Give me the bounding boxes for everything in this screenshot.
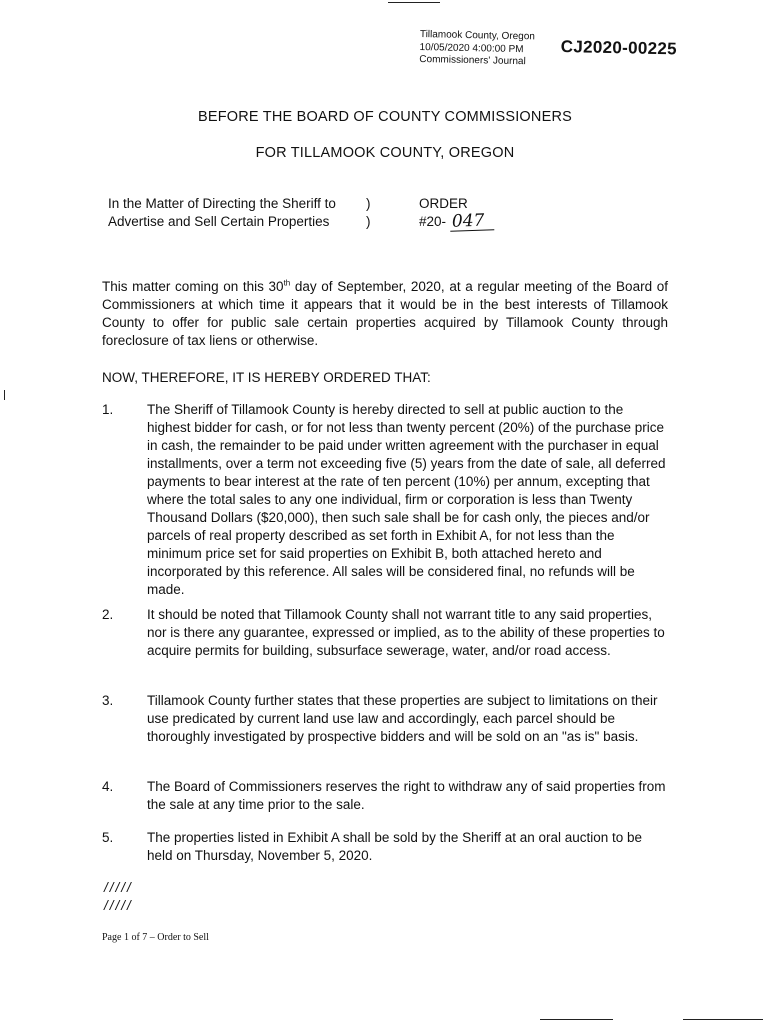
- intro-text-rest: day of September, 2020, at a regular meeting of the Board of Commissioners at which time it appears that it would be in the best interests of Tillamook County to offer for public sale certain properties acquired by Tillamook County through foreclosure of tax liens or otherwise.: [102, 279, 668, 348]
- order-item-3: [102, 692, 668, 746]
- item-number: 2.: [102, 607, 114, 622]
- recording-stamp: [419, 29, 535, 69]
- order-item-5: [102, 829, 668, 865]
- order-item-1: [102, 401, 668, 599]
- intro-ordinal-suffix: th: [283, 278, 291, 288]
- order-item-4: [102, 778, 668, 814]
- item-text: The properties listed in Exhibit A shall be sold by the Sheriff at an oral auction to be held on Thursday, November 5, 2020.: [147, 830, 643, 863]
- scan-artifact-line: [683, 1019, 763, 1020]
- document-number: CJ2020-00225: [560, 37, 678, 59]
- handwritten-order-number: 047: [450, 212, 495, 232]
- matter-caption: [108, 195, 378, 231]
- stamp-county: Tillamook County, Oregon: [419, 29, 536, 43]
- item-text: The Board of Commissioners reserves the right to withdraw any of said properties from the sale at any time prior to the sale.: [147, 779, 666, 812]
- order-label: ORDER: [419, 196, 468, 211]
- stamp-datetime: 10/05/2020 4:00:00 PM: [419, 41, 524, 55]
- caption-paren: ): [366, 214, 371, 229]
- item-number: 5.: [102, 830, 114, 845]
- page-footer: Page 1 of 7 – Order to Sell: [102, 932, 209, 943]
- item-text: The Sheriff of Tillamook County is hereby directed to sell at public auction to the highest bidder for cash, or for not less than twenty percent (20%) of the purchase price in cash, the remainder to be paid under written agreement with the purchaser in equal installments, over a term not exceeding five (5) years from the date of sale, all deferred payments to bear interest at the rate of ten percent (10%) per annum, excepting that where the total sales to any one individual, firm or corporation is less than Twenty Thousand Dollars ($20,000), then such sale shall be for cash only, the pieces and/or parcels of real property described as set forth in Exhibit A, for not less than the minimum price set for said properties on Exhibit B, both attached hereto and incorporated by this reference. All sales will be considered final, no refunds will be made.: [147, 402, 666, 597]
- scan-artifact-mark: [4, 390, 5, 400]
- order-prefix: #20-: [419, 214, 447, 229]
- order-item-2: [102, 606, 668, 660]
- matter-line-1: In the Matter of Directing the Sheriff to: [108, 196, 336, 211]
- intro-paragraph: [102, 278, 668, 350]
- scan-artifact-line: [388, 2, 440, 3]
- continuation-slashes: /////: [104, 880, 133, 895]
- item-number: 1.: [102, 402, 114, 417]
- order-number: [419, 210, 494, 232]
- item-text: Tillamook County further states that these properties are subject to limitations on their use predicated by current land use law and accordingly, each parcel should be thoroughly investigated by prospective bidders and will be sold on an "as is" basis.: [147, 693, 658, 744]
- scan-artifact-line: [540, 1019, 613, 1020]
- matter-line-2: Advertise and Sell Certain Properties: [108, 214, 330, 229]
- heading-county: FOR TILLAMOOK COUNTY, OREGON: [255, 145, 515, 161]
- stamp-journal: Commissioners' Journal: [419, 53, 526, 68]
- order-caption: [419, 195, 494, 231]
- item-text: It should be noted that Tillamook County shall not warrant title to any said properties, nor is there any guarantee, expressed or implied, as to the ability of these properties to acquire permits for building, subsurface sewerage, water, and/or road access.: [147, 607, 665, 658]
- caption-paren: ): [366, 196, 371, 211]
- item-number: 3.: [102, 693, 114, 708]
- item-number: 4.: [102, 779, 114, 794]
- heading-board: BEFORE THE BOARD OF COUNTY COMMISSIONERS: [197, 109, 573, 125]
- continuation-slashes: /////: [104, 898, 133, 913]
- ordered-heading: NOW, THEREFORE, IT IS HEREBY ORDERED THAT:: [102, 370, 431, 385]
- intro-text-start: This matter coming on this 30: [102, 279, 284, 294]
